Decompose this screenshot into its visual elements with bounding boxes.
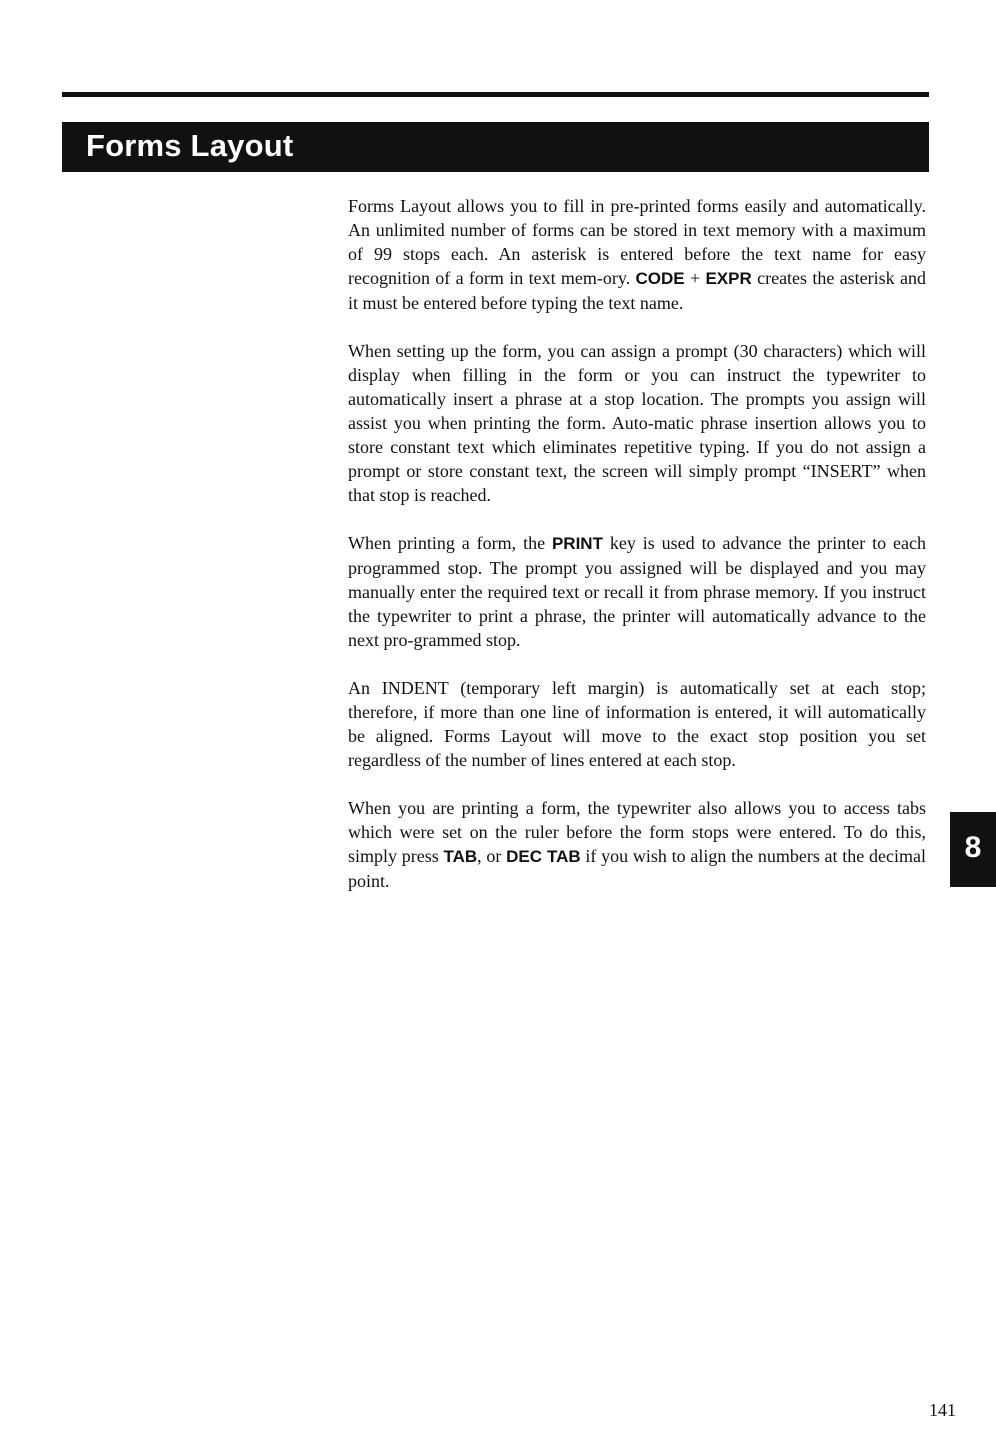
section-title-bar <box>62 122 929 172</box>
key-expr: EXPR <box>705 269 752 288</box>
key-tab: TAB <box>443 847 478 866</box>
section-number: 8 <box>964 831 982 864</box>
text-run: When printing a form, the <box>348 533 552 553</box>
key-dec-tab: DEC TAB <box>506 847 581 866</box>
key-print: PRINT <box>551 534 603 553</box>
text-run: When you are printing a form, the typewriter also allows you to access tabs which were set on the ruler before the form stops were entered. To do this, simply press <box>348 798 926 866</box>
paragraph-indent: An INDENT (temporary left margin) is automatically set at each stop; therefore, if more than one line of information is entered, it will automatically be aligned. Forms Layout will move to the exact stop position you set regardless of the number of lines entered at each stop. <box>348 678 926 770</box>
key-code: CODE <box>635 269 685 288</box>
top-rule <box>62 92 929 97</box>
text-run: Forms Layout allows you to fill in pre-printed forms easily and automatically. An unlimited number of forms can be stored in text memory with a maximum of 99 stops each. An asterisk is entered before the text name for easy recognition of a form in text mem-ory. <box>348 196 926 288</box>
section-tab <box>950 812 996 887</box>
text-run: + <box>684 268 706 288</box>
text-run: creates the asterisk and it must be entered before typing the text name. <box>348 268 926 313</box>
paragraph-intro <box>348 194 926 315</box>
text-run: , or <box>477 846 507 866</box>
page-title: Forms Layout <box>86 128 294 163</box>
paragraph-printing <box>348 531 926 652</box>
paragraph-prompts: When setting up the form, you can assign a prompt (30 characters) which will display when filling in the form or you can instruct the typewriter to automatically insert a phrase at a stop location. The prompts you assign will assist you when printing the form. Auto-matic phrase insertion allows you to store constant text which eliminates repetitive typing. If you do not assign a prompt or store constant text, the screen will simply prompt “INSERT” when that stop is reached. <box>348 341 926 505</box>
body-text <box>348 194 926 917</box>
text-run: key is used to advance the printer to each programmed stop. The prompt you assigned will be displayed and you may manually enter the required text or recall it from phrase memory. If you instruct the typewriter to print a phrase, the printer will automatically advance to the next pro-grammed stop. <box>348 533 926 650</box>
paragraph-tabs <box>348 796 926 893</box>
text-run: if you wish to align the numbers at the decimal point. <box>348 846 926 891</box>
page-number: 141 <box>929 1400 956 1420</box>
